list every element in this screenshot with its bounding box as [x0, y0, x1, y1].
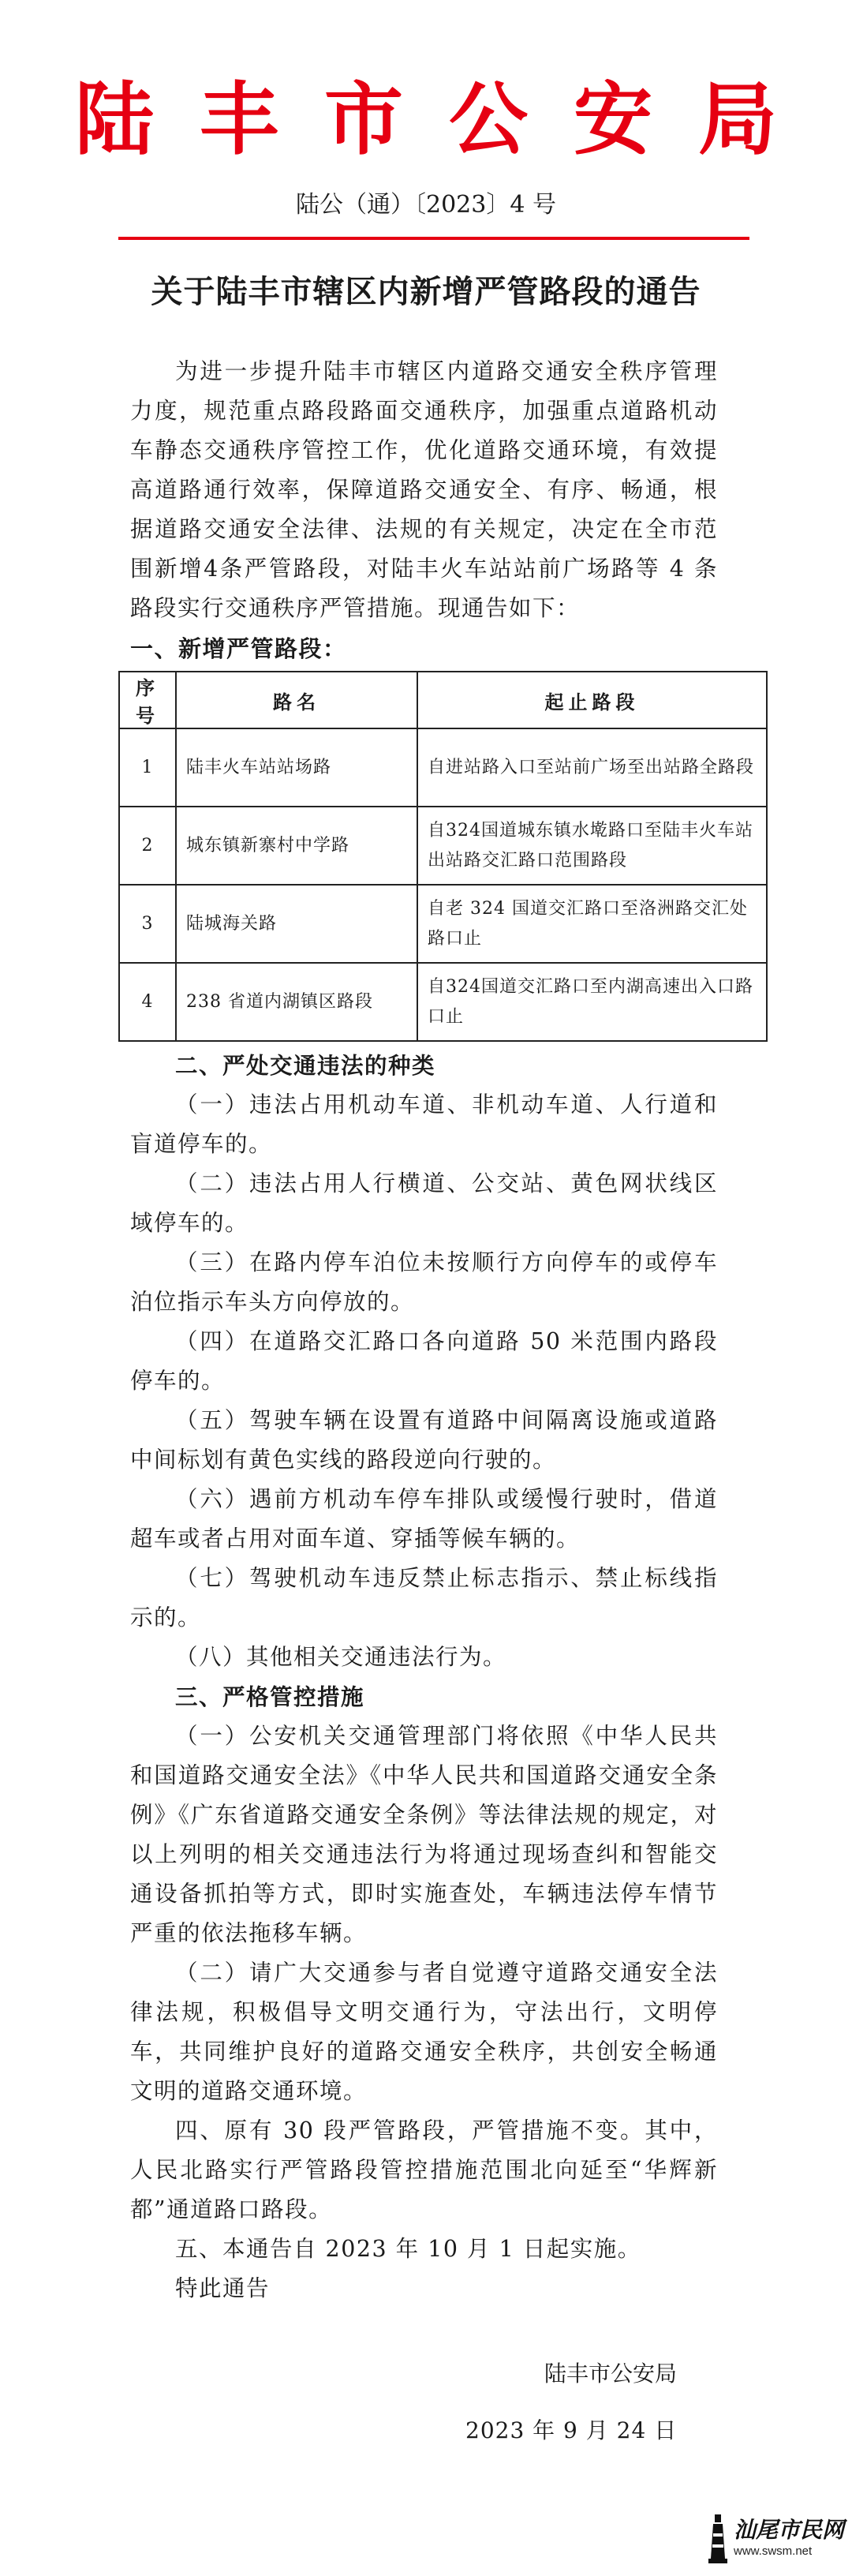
- watermark-name: 汕尾市民网: [734, 2517, 845, 2543]
- row-no: 1: [119, 728, 176, 807]
- watermark-url: www.swsm.net: [734, 2544, 813, 2558]
- row-no: 2: [119, 807, 176, 885]
- notice-body: [130, 1046, 718, 2308]
- row-no: 3: [119, 885, 176, 963]
- strict-roads-table: [118, 671, 768, 1042]
- violation-item: （八）其他相关交通违法行为。: [175, 1644, 507, 1670]
- measure-item: （一）公安机关交通管理部门将依照《中华人民共和国道路交通安全法》《中华人民共和国道路交通安全条例》《广东省道路交通安全条例》等法律法规的规定，对以上列明的相关交通违法行为将通过现场查纠和智能交通设备抓拍等方式，即时实施查处，车辆违法停车情节严重的依法拖移车辆。: [130, 1723, 718, 1946]
- red-divider-line: [118, 237, 749, 240]
- lighthouse-logo-icon: [702, 2510, 734, 2565]
- row-range: 自324国道城东镇水墘路口至陆丰火车站出站路交汇路口范围路段: [417, 807, 767, 885]
- section-1-heading: 一、新增严管路段：: [130, 635, 347, 662]
- row-road-name: 238 省道内湖镇区路段: [176, 963, 417, 1041]
- row-no: 4: [119, 963, 176, 1041]
- agency-masthead: 陆丰市公安局: [75, 73, 823, 166]
- measure-item: （二）请广大交通参与者自觉遵守道路交通安全法律法规，积极倡导文明交通行为，守法出行，文明停车，共同维护良好的道路交通安全秩序，共创安全畅通文明的道路交通环境。: [130, 1960, 718, 2104]
- intro-text: 为进一步提升陆丰市辖区内道路交通安全秩序管理力度，规范重点路段路面交通秩序，加强重点道路机动车静态交通秩序管控工作，优化道路交通环境，有效提高道路通行效率，保障道路交通安全、有序、畅通，根据道路交通安全法律、法规的有关规定，决定在全市范围新增4条严管路段，对陆丰火车站站前广场路等 4 条路段实行交通秩序严管措施。现通告如下：: [130, 358, 718, 621]
- row-road-name: 陆城海关路: [176, 885, 417, 963]
- header-range: 起止路段: [417, 672, 767, 728]
- row-road-name: 城东镇新寨村中学路: [176, 807, 417, 885]
- table-row: [119, 807, 767, 885]
- section-4-text: 四、原有 30 段严管路段，严管措施不变。其中，人民北路实行严管路段管控措施范围北向延至“华辉新都”通道路口路段。: [130, 2117, 718, 2222]
- section-2-heading: 二、严处交通违法的种类: [175, 1052, 436, 1079]
- row-road-name: 陆丰火车站站场路: [176, 728, 417, 807]
- header-no: 序号: [119, 672, 176, 728]
- violation-item: （四）在道路交汇路口各向道路 50 米范围内路段停车的。: [130, 1328, 718, 1394]
- signature-date: 2023 年 9 月 24 日: [465, 2417, 678, 2443]
- table-row: [119, 963, 767, 1041]
- row-range: 自324国道交汇路口至内湖高速出入口路口止: [417, 963, 767, 1041]
- violation-item: （二）违法占用人行横道、公交站、黄色网状线区域停车的。: [130, 1170, 718, 1236]
- violation-item: （七）驾驶机动车违反禁止标志指示、禁止标线指示的。: [130, 1565, 718, 1631]
- closing-text: 特此通告: [175, 2275, 271, 2301]
- violation-item: （三）在路内停车泊位未按顺行方向停车的或停车泊位指示车头方向停放的。: [130, 1249, 718, 1315]
- violation-item: （一）违法占用机动车道、非机动车道、人行道和盲道停车的。: [130, 1091, 718, 1157]
- table-header-row: [119, 672, 767, 728]
- violation-item: （六）遇前方机动车停车排队或缓慢行驶时，借道超车或者占用对面车道、穿插等候车辆的。: [130, 1486, 718, 1552]
- row-range: 自进站路入口至站前广场至出站路全路段: [417, 728, 767, 807]
- table-row: [119, 885, 767, 963]
- notice-title: 关于陆丰市辖区内新增严管路段的通告: [151, 274, 701, 310]
- intro-paragraph: [130, 352, 718, 628]
- document-number: 陆公（通）〔2023〕4 号: [296, 191, 556, 219]
- site-watermark: [702, 2508, 844, 2571]
- section-3-heading: 三、严格管控措施: [175, 1683, 365, 1710]
- violation-item: （五）驾驶车辆在设置有道路中间隔离设施或道路中间标划有黄色实线的路段逆向行驶的。: [130, 1407, 718, 1473]
- section-5-text: 五、本通告自 2023 年 10 月 1 日起实施。: [175, 2236, 641, 2262]
- header-road-name: 路名: [176, 672, 417, 728]
- signature-org: 陆丰市公安局: [544, 2361, 678, 2387]
- table-row: [119, 728, 767, 807]
- row-range: 自老 324 国道交汇路口至洛洲路交汇处路口止: [417, 885, 767, 963]
